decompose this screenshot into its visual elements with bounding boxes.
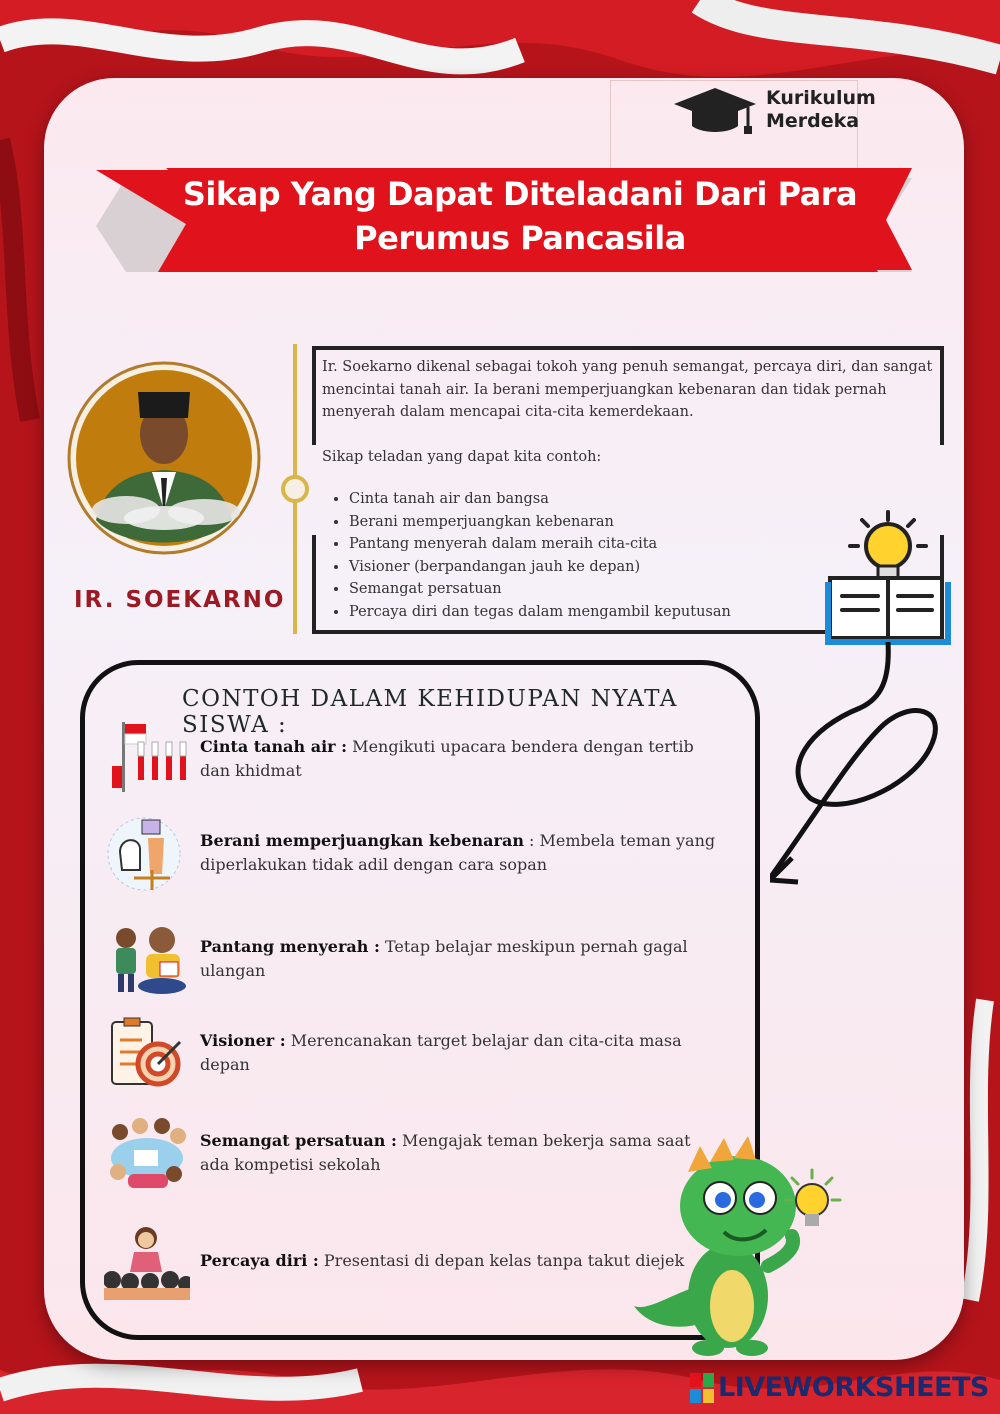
figure-name: IR. SOEKARNO — [74, 587, 286, 613]
justice-icon — [104, 814, 190, 892]
example-row — [104, 1014, 724, 1092]
list-item: • Cinta tanah air dan bangsa — [349, 488, 940, 511]
presentation-icon — [104, 1222, 190, 1300]
description-intro: Ir. Soekarno dikenal sebagai tokoh yang penuh semangat, percaya diri, dan sangat mencintai tanah air. Ia berani memperjuangkan kebenaran dan tidak pernah menyerah dalam mencapai cita-cita kemerdekaan. — [322, 359, 933, 420]
logo-line1: Kurikulum — [766, 87, 876, 109]
soekarno-portrait — [66, 360, 262, 556]
example-row — [104, 920, 724, 998]
kurikulum-merdeka-logo — [672, 84, 896, 136]
example-text: Berani memperjuangkan kebenaran : Membela teman yang diperlakukan tidak adil dengan cara sopan — [200, 831, 716, 874]
description-subheading: Sikap teladan yang dapat kita contoh: — [322, 448, 602, 465]
teamwork-icon — [104, 1114, 190, 1192]
examples-title: CONTOH DALAM KEHIDUPAN NYATA SISWA : — [182, 686, 678, 738]
list-item: • Berani memperjuangkan kebenaran — [349, 511, 940, 534]
example-text: Semangat persatuan : Mengajak teman bekerja sama saat ada kompetisi sekolah — [200, 1131, 691, 1174]
example-text: Visioner : Merencanakan target belajar dan cita-cita masa depan — [200, 1031, 682, 1074]
lightbulb-icon — [780, 1166, 850, 1246]
list-item: • Visioner (berpandangan jauh ke depan) — [349, 556, 940, 579]
watermark-text: LIVEWORKSHEETS — [718, 1372, 989, 1403]
example-row — [104, 814, 724, 892]
example-text: Pantang menyerah : Tetap belajar meskipun pernah gagal ulangan — [200, 937, 688, 980]
timeline-connector — [280, 344, 310, 634]
example-row — [104, 720, 724, 798]
list-item: • Pantang menyerah dalam meraih cita-cita — [349, 533, 940, 556]
graduation-cap-icon — [672, 84, 758, 136]
page-title: Sikap Yang Dapat Diteladani Dari Para Perumus Pancasila — [182, 175, 858, 257]
liveworksheets-logo-icon — [690, 1373, 714, 1403]
students-studying-icon — [104, 920, 190, 998]
list-item: • Percaya diri dan tegas dalam mengambil keputusan — [349, 601, 940, 624]
flag-ceremony-icon — [104, 720, 190, 798]
example-text: Percaya diri : Presentasi di depan kelas tanpa takut diejek — [200, 1251, 685, 1270]
liveworksheets-watermark — [690, 1372, 989, 1403]
example-text: Cinta tanah air : Mengikuti upacara bendera dengan tertib dan khidmat — [200, 737, 694, 780]
book-lightbulb-icon — [770, 508, 960, 898]
logo-line2: Merdeka — [766, 110, 860, 132]
target-plan-icon — [104, 1014, 190, 1092]
list-item: • Semangat persatuan — [349, 578, 940, 601]
